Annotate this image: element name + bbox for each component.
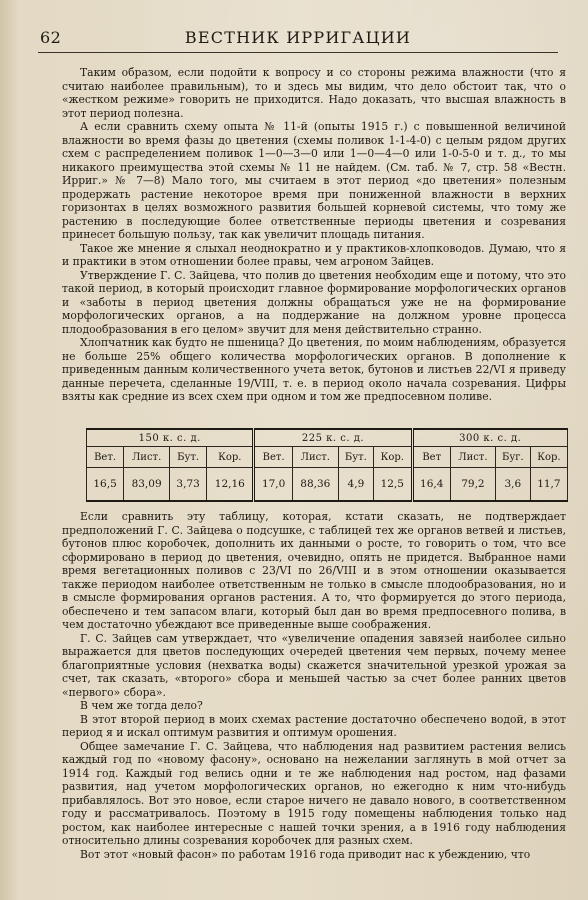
- paragraph: Общее замечание Г. С. Зайцева, что наблюдения над развитием растения велись каждый год по «новому фасону», основано на нежелании заглянуть в мой отчет за 1914 год. Каждый год велись одни и те же наблюдения над ростом, над фазами развития, над учетом морфологических органов, но ежегодно к ним что-нибудь прибавлялось. Вот это новое, если старое ничего не давало нового, в соответственном году и рассматривалось. Поэтому в 1915 году помещены наблюдения только над ростом, как наиболее интересные с нашей точки зрения, а в 1916 году наблюдения относительно длины созревания коробочек для разных схем.: [62, 739, 566, 847]
- journal-title: ВЕСТНИК ИРРИГАЦИИ: [184, 28, 412, 47]
- table-column-header: Бут.: [338, 447, 373, 468]
- table-group-header: 225 к. с. д.: [254, 429, 412, 447]
- table-cell: 17,0: [254, 468, 292, 502]
- table-column-header: Кор.: [374, 447, 412, 468]
- paragraph: А если сравнить схему опыта № 11-й (опыты 1915 г.) с повышенной величиной влажности во время фазы до цветения (схемы поливок 1-1-4-0) с целым рядом других схем с распределением поливок 1—0—3—0 или 1—0—4—0 или 1-0-5-0 и т. д., то мы никакого преимущества этой схемы № 11 не найдем. (См. таб. № 7, стр. 58 «Вестн. Ирриг.» № 7—8) Мало того, мы считаем в этот период «до цветения» полезным продержать растение некоторое время при пониженной влажности в верхних горизонтах в целях возможного развития большей корневой системы, что тому же растению в последующие более ответственные периоды цветения и созревания принесет большую пользу, так как увеличит площадь питания.: [62, 120, 566, 241]
- paragraph: Хлопчатник как будто не пшеница? До цветения, по моим наблюдениям, образуется не больше 25% общего количества морфологических органов. В дополнение к приведенным данным количественного учета веток, бутонов и листьев 22/VI я приведу данные перечета, сделанные 19/VIII, т. е. в период около начала созревания. Цифры взяты как средние из всех схем при одном и том же предпосевном поливе.: [62, 336, 566, 403]
- table-cell: 12,5: [374, 468, 412, 502]
- page-number: 62: [40, 28, 62, 47]
- paragraph: Если сравнить эту таблицу, которая, кстати сказать, не подтверждает предположений Г. С. Зайцева о подсушке, с таблицей тех же органов ветвей и листьев, бутонов плюс коробочек, дополнить их данными о росте, то говорить о том, что все сформировано в период до цветения, очевидно, опять не придется. Выбранное нами время вегетационных поливов с 23/VI по 26/VIII и в этом отношении оказывается также периодом наиболее ответственным не только в смысле плодообразования, но и в смысле формирования органов растения. А то, что формируется до этого периода, обеспечено и тем запасом влаги, который был дан во время предпосевного полива, в чем достаточно убеждают все приведенные выше соображения.: [62, 510, 566, 631]
- table-column-header: Вет: [412, 447, 450, 468]
- table-column-header: Лист.: [450, 447, 495, 468]
- table-column-header-row: [87, 447, 568, 468]
- table-column-header: Бут.: [170, 447, 207, 468]
- paragraph: Г. С. Зайцев сам утверждает, что «увеличение опадения завязей наиболее сильно выражается для цветов последующих очередей цветения чем первых, почему менее благоприятные условия (нехватка воды) скажется значительной урезкой урожая за счет, так сказать, «второго» сбора и меньшей частью за счет более ранних цветов «первого» сбора».: [62, 631, 566, 699]
- table-cell: 16,4: [412, 468, 450, 502]
- paragraph: Таким образом, если подойти к вопросу и со стороны режима влажности (что я считаю наиболее правильным), то и здесь мы видим, что дело обстоит так, что о «жестком режиме» говорить не приходится. Надо доказать, что высшая влажность в этот период полезна.: [62, 66, 566, 120]
- paragraph: В чем же тогда дело?: [80, 699, 203, 712]
- paragraph: Утверждение Г. С. Зайцева, что полив до цветения необходим еще и потому, что это такой период, в который происходит главное формирование морфологических органов и «заботы в период цветения должны обращаться уже не на формирование морфологических органов, а на поддержание на должном уровне процесса плодообразования в его целом» звучит для меня действительно странно.: [62, 268, 566, 336]
- table-group-header: 300 к. с. д.: [412, 429, 568, 447]
- table-cell: 88,36: [292, 468, 338, 502]
- page-header: [38, 26, 558, 53]
- table-cell: 3,73: [170, 468, 207, 502]
- table-column-header: Кор.: [207, 447, 254, 468]
- paragraph: Такое же мнение я слыхал неоднократно и у практиков-хлопководов. Думаю, что я и практики в этом отношении более правы, чем агроном Зайцев.: [62, 241, 566, 268]
- table-column-header: Кор.: [530, 447, 567, 468]
- table-group-header-row: [87, 429, 568, 447]
- body-text-top: [62, 66, 566, 404]
- table-column-header: Вет.: [254, 447, 292, 468]
- table-group-header: 150 к. с. д.: [87, 429, 254, 447]
- table-cell: 16,5: [87, 468, 124, 502]
- table-column-header: Лист.: [292, 447, 338, 468]
- table-cell: 12,16: [207, 468, 254, 502]
- morphology-count-table: [86, 428, 568, 502]
- table-cell: 4,9: [338, 468, 373, 502]
- paragraph: Вот этот «новый фасон» по работам 1916 года приводит нас к убеждению, что: [80, 847, 531, 861]
- table-row: [87, 468, 568, 502]
- body-text-bottom: [62, 510, 566, 861]
- table-column-header: Вет.: [87, 447, 124, 468]
- table-cell: 79,2: [450, 468, 495, 502]
- table-column-header: Буг.: [495, 447, 530, 468]
- table-cell: 3,6: [495, 468, 530, 502]
- paragraph: В этот второй период в моих схемах растение достаточно обеспечено водой, в этот период я и искал оптимум развития и оптимум орошения.: [62, 712, 566, 739]
- table-cell: 11,7: [530, 468, 567, 502]
- table-column-header: Лист.: [124, 447, 170, 468]
- table-cell: 83,09: [124, 468, 170, 502]
